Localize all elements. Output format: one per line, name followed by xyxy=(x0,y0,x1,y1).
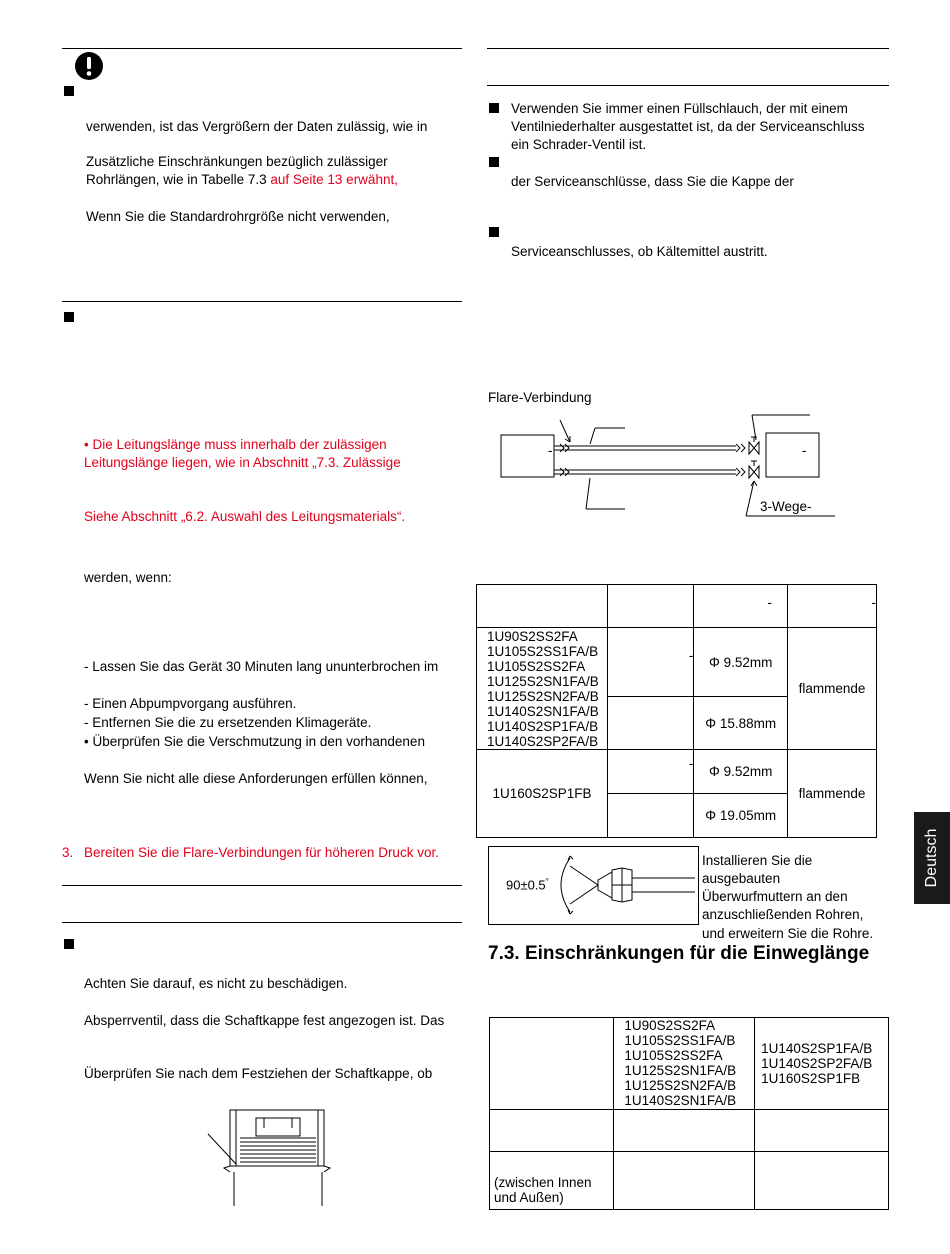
diagram-dash-indoor: - xyxy=(548,443,553,458)
group-1-cell-liquid: - xyxy=(607,628,693,697)
diagram-label-flare: Flare-Verbindung xyxy=(488,390,592,405)
bullet-square xyxy=(489,103,499,113)
length-row-3-col-1 xyxy=(614,1152,755,1210)
length-header-label xyxy=(490,1018,614,1110)
bullet-square xyxy=(64,86,74,96)
header-cell-4: - xyxy=(788,585,877,628)
left-text-p2b xyxy=(86,171,398,188)
list-item-3: - Entfernen Sie die zu ersetzenden Klimageräte. xyxy=(84,715,372,730)
stem-cap-illustration xyxy=(200,1106,360,1206)
left-rule-2 xyxy=(62,885,462,886)
bullet-square xyxy=(489,227,499,237)
list-item-1: - Lassen Sie das Gerät 30 Minuten lang ununterbrochen im xyxy=(84,659,439,674)
diagram-label-valve: 3-Wege- xyxy=(760,499,812,514)
left-text-p8: Überprüfen Sie nach dem Festziehen der Schaftkappe, ob xyxy=(84,1066,433,1081)
length-row-2-label xyxy=(490,1110,614,1152)
left-text-p6: Achten Sie darauf, es nicht zu beschädigen. xyxy=(84,976,348,991)
left-text-p5: Wenn Sie nicht alle diese Anforderungen erfüllen können, xyxy=(84,771,428,786)
left-text-p1: verwenden, ist das Vergrößern der Daten zulässig, wie in xyxy=(86,119,428,134)
right-bullet-1-line-3: ein Schrader-Ventil ist. xyxy=(511,137,647,152)
flare-angle-label: 90±0.5° xyxy=(506,877,549,893)
diagram-dash-outdoor: - xyxy=(802,443,807,458)
length-row-2-col-2 xyxy=(755,1110,889,1152)
left-text-p3: Wenn Sie die Standardrohrgröße nicht verwenden, xyxy=(86,209,390,224)
list-item-4: • Überprüfen Sie die Verschmutzung in den vorhandenen xyxy=(84,734,425,749)
header-cell-3: - xyxy=(694,585,788,628)
group-2-connection-type: flammende xyxy=(788,750,877,838)
group-2-cell-gas xyxy=(607,794,693,838)
group-2-gas-diameter: Φ 19.05mm xyxy=(694,794,788,838)
right-top-rule xyxy=(487,48,889,49)
red-note-3: Siehe Abschnitt „6.2. Auswahl des Leitungsmaterials“. xyxy=(84,509,406,524)
group-2-liquid-diameter: Φ 9.52mm xyxy=(694,750,788,794)
group-1-gas-diameter: Φ 15.88mm xyxy=(694,697,788,750)
length-header-models-1: 1U90S2SS2FA 1U105S2SS1FA/B 1U105S2SS2FA 1U125S2SN1FA/B 1U125S2SN2FA/B 1U140S2SN1FA/B xyxy=(614,1018,755,1110)
flare-text-line-5: und erweitern Sie die Rohre. xyxy=(702,926,874,941)
section-title: 7.3. Einschränkungen für die Einweglänge xyxy=(488,943,870,964)
left-top-rule xyxy=(62,48,462,49)
group-1-connection-type: flammende xyxy=(788,628,877,750)
right-bullet-2-text: der Serviceanschlüsse, dass Sie die Kappe der xyxy=(511,174,794,189)
length-row-3-col-2 xyxy=(755,1152,889,1210)
language-tab xyxy=(914,812,950,904)
bullet-square xyxy=(489,157,499,167)
length-header-models-2: 1U140S2SP1FA/B 1U140S2SP2FA/B 1U160S2SP1FB xyxy=(755,1018,889,1110)
right-bullet-1-line-2: Ventilniederhalter ausgestattet ist, da der Serviceanschluss xyxy=(511,119,865,134)
left-text-p2a: Zusätzliche Einschränkungen bezüglich zulässiger xyxy=(86,154,388,169)
warning-icon xyxy=(74,51,104,81)
group-1-cell-gas xyxy=(607,697,693,750)
left-section-rule xyxy=(62,301,462,302)
model-group-2: 1U160S2SP1FB xyxy=(477,750,608,838)
pipe-length-table xyxy=(489,1017,889,1210)
bullet-square xyxy=(64,939,74,949)
language-tab-label: Deutsch xyxy=(923,828,940,888)
left-rule-3 xyxy=(62,922,462,923)
right-bullet-3-text: Serviceanschlusses, ob Kältemittel austritt. xyxy=(511,244,768,259)
step-3-text: Bereiten Sie die Flare-Verbindungen für höheren Druck vor. xyxy=(84,845,439,860)
left-text-p7: Absperrventil, dass die Schaftkappe fest angezogen ist. Das xyxy=(84,1013,445,1028)
group-2-cell-liquid: - xyxy=(607,750,693,794)
red-note-1: • Die Leitungslänge muss innerhalb der zulässigen xyxy=(84,437,387,452)
model-group-1: 1U90S2SS2FA 1U105S2SS1FA/B 1U105S2SS2FA 1U125S2SN1FA/B 1U125S2SN2FA/B 1U140S2SN1FA/B 1U140S2SP1FA/B 1U140S2SP2FA/B xyxy=(477,628,608,750)
group-1-liquid-diameter: Φ 9.52mm xyxy=(694,628,788,697)
flare-text-line-1: Installieren Sie die xyxy=(702,853,813,868)
flare-text-line-4: anzuschließenden Rohren, xyxy=(702,907,864,922)
header-cell-model xyxy=(477,585,608,628)
left-text-p4: werden, wenn: xyxy=(84,570,172,585)
red-note-2: Leitungslänge liegen, wie in Abschnitt „7.3. Zulässige xyxy=(84,455,401,470)
length-row-3-label: (zwischen Innen und Außen) xyxy=(490,1152,614,1210)
page-reference-link: auf Seite 13 erwähnt, xyxy=(270,172,398,187)
pipe-size-table xyxy=(476,584,877,838)
step-3-number: 3. xyxy=(62,845,74,860)
flare-text-line-2: ausgebauten xyxy=(702,871,781,886)
left-text-p2b-black: Rohrlängen, wie in Tabelle 7.3 xyxy=(86,172,271,187)
list-item-2: - Einen Abpumpvorgang ausführen. xyxy=(84,696,297,711)
right-rule-2 xyxy=(487,85,889,86)
flare-text-line-3: Überwurfmuttern an den xyxy=(702,889,848,904)
length-row-2-col-1 xyxy=(614,1110,755,1152)
header-cell-2 xyxy=(607,585,693,628)
right-bullet-1-line-1: Verwenden Sie immer einen Füllschlauch, der mit einem xyxy=(511,101,848,116)
flare-pipe-drawing xyxy=(550,850,696,920)
bullet-square xyxy=(64,312,74,322)
